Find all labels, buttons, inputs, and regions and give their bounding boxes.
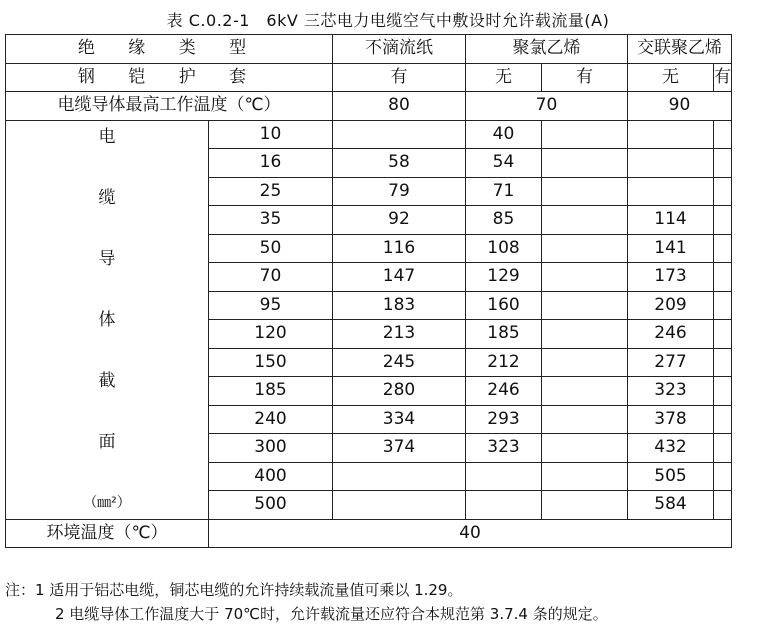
- cross-section-label: [6, 120, 209, 519]
- ampacity-pvc-yes: [542, 291, 628, 320]
- ampacity-paper: 245: [333, 348, 466, 377]
- ampacity-pvc-yes: [542, 206, 628, 235]
- cross-section-label-char: （㎜²）: [83, 494, 131, 511]
- cross-section-size: 10: [209, 120, 333, 149]
- cross-section-label-char: 体: [98, 309, 116, 330]
- armor-label: 钢 铠 护 套: [6, 63, 333, 92]
- ampacity-pvc-no: 71: [466, 177, 542, 206]
- ampacity-xlpe-yes: [714, 177, 732, 206]
- ampacity-xlpe-no: 277: [628, 348, 714, 377]
- max-temp-paper: 80: [333, 92, 466, 121]
- ampacity-paper: 147: [333, 263, 466, 292]
- max-temp-label: 电缆导体最高工作温度（℃）: [6, 92, 333, 121]
- insulation-paper: 不滴流纸: [333, 35, 466, 64]
- ampacity-pvc-yes: [542, 462, 628, 491]
- ampacity-xlpe-yes: [714, 291, 732, 320]
- ampacity-pvc-yes: [542, 320, 628, 349]
- cross-section-label-char: 面: [98, 431, 116, 452]
- ampacity-pvc-no: 293: [466, 405, 542, 434]
- cross-section-size: 185: [209, 377, 333, 406]
- cross-section-size: 95: [209, 291, 333, 320]
- ampacity-paper: 92: [333, 206, 466, 235]
- max-temp-xlpe: 90: [628, 92, 732, 121]
- armor-pvc-no: 无: [466, 63, 542, 92]
- ampacity-xlpe-yes: [714, 377, 732, 406]
- ampacity-table: [5, 34, 732, 548]
- ampacity-xlpe-no: 114: [628, 206, 714, 235]
- ampacity-pvc-no: 212: [466, 348, 542, 377]
- ampacity-xlpe-yes: [714, 149, 732, 178]
- ampacity-paper: 79: [333, 177, 466, 206]
- ampacity-xlpe-no: [628, 177, 714, 206]
- cross-section-label-char: 电: [98, 126, 116, 147]
- armor-xlpe-no: 无: [628, 63, 714, 92]
- ampacity-paper: 280: [333, 377, 466, 406]
- armor-paper: 有: [333, 63, 466, 92]
- ampacity-pvc-no: 160: [466, 291, 542, 320]
- ampacity-xlpe-yes: [714, 405, 732, 434]
- note-2: 2 电缆导体工作温度大于 70℃时，允许载流量还应符合本规范第 3.7.4 条的规定。: [55, 605, 608, 623]
- note-1: 注：1 适用于铝芯电缆，铜芯电缆的允许持续载流量值可乘以 1.29。: [5, 581, 463, 599]
- ampacity-pvc-yes: [542, 263, 628, 292]
- ampacity-pvc-yes: [542, 177, 628, 206]
- ampacity-xlpe-no: 432: [628, 434, 714, 463]
- table-row: [6, 120, 732, 149]
- ampacity-pvc-no: [466, 462, 542, 491]
- header-row-armor: [6, 63, 732, 92]
- insulation-pvc: 聚氯乙烯: [466, 35, 628, 64]
- cross-section-label-char: 导: [98, 248, 116, 269]
- ampacity-paper: [333, 462, 466, 491]
- ambient-row: [6, 519, 732, 548]
- ampacity-xlpe-no: 141: [628, 234, 714, 263]
- cross-section-label-char: 截: [98, 370, 116, 391]
- ampacity-xlpe-yes: [714, 434, 732, 463]
- ampacity-paper: 213: [333, 320, 466, 349]
- insulation-type-label: 绝 缘 类 型: [6, 35, 333, 64]
- ampacity-paper: 58: [333, 149, 466, 178]
- ampacity-xlpe-yes: [714, 462, 732, 491]
- cross-section-size: 120: [209, 320, 333, 349]
- ampacity-xlpe-yes: [714, 120, 732, 149]
- ampacity-paper: 334: [333, 405, 466, 434]
- ampacity-pvc-no: 323: [466, 434, 542, 463]
- max-temp-pvc: 70: [466, 92, 628, 121]
- ampacity-pvc-no: 129: [466, 263, 542, 292]
- notes: [5, 578, 608, 626]
- ampacity-xlpe-yes: [714, 234, 732, 263]
- insulation-xlpe: 交联聚乙烯: [628, 35, 732, 64]
- ampacity-pvc-no: 54: [466, 149, 542, 178]
- ampacity-xlpe-yes: [714, 263, 732, 292]
- ampacity-xlpe-yes: [714, 206, 732, 235]
- ampacity-xlpe-no: 323: [628, 377, 714, 406]
- cross-section-size: 240: [209, 405, 333, 434]
- ampacity-pvc-no: 246: [466, 377, 542, 406]
- ampacity-xlpe-yes: [714, 320, 732, 349]
- ampacity-paper: 374: [333, 434, 466, 463]
- ampacity-pvc-no: 85: [466, 206, 542, 235]
- ampacity-pvc-yes: [542, 491, 628, 520]
- cross-section-size: 16: [209, 149, 333, 178]
- ampacity-paper: [333, 491, 466, 520]
- ampacity-xlpe-no: 584: [628, 491, 714, 520]
- ampacity-paper: 116: [333, 234, 466, 263]
- ampacity-pvc-yes: [542, 405, 628, 434]
- ampacity-pvc-no: 185: [466, 320, 542, 349]
- ampacity-pvc-yes: [542, 377, 628, 406]
- ampacity-xlpe-no: 246: [628, 320, 714, 349]
- ampacity-pvc-yes: [542, 348, 628, 377]
- cross-section-size: 500: [209, 491, 333, 520]
- cross-section-label-char: 缆: [98, 187, 116, 208]
- ampacity-xlpe-yes: [714, 348, 732, 377]
- ampacity-xlpe-no: 209: [628, 291, 714, 320]
- cross-section-size: 150: [209, 348, 333, 377]
- ampacity-xlpe-yes: [714, 491, 732, 520]
- ambient-temp-value: 40: [209, 519, 732, 548]
- header-row-insulation: [6, 35, 732, 64]
- ampacity-pvc-no: [466, 491, 542, 520]
- cross-section-size: 400: [209, 462, 333, 491]
- ampacity-xlpe-no: 378: [628, 405, 714, 434]
- ampacity-pvc-no: 40: [466, 120, 542, 149]
- cross-section-size: 70: [209, 263, 333, 292]
- ampacity-pvc-yes: [542, 234, 628, 263]
- cross-section-size: 300: [209, 434, 333, 463]
- cross-section-size: 25: [209, 177, 333, 206]
- ampacity-xlpe-no: 173: [628, 263, 714, 292]
- ambient-temp-label: 环境温度（℃）: [6, 519, 209, 548]
- ampacity-pvc-yes: [542, 120, 628, 149]
- ampacity-xlpe-no: 505: [628, 462, 714, 491]
- ampacity-pvc-yes: [542, 149, 628, 178]
- cross-section-size: 50: [209, 234, 333, 263]
- ampacity-xlpe-no: [628, 149, 714, 178]
- armor-pvc-yes: 有: [542, 63, 628, 92]
- ampacity-xlpe-no: [628, 120, 714, 149]
- table-title: 表 C.0.2-1 6kV 三芯电力电缆空气中敷设时允许载流量(A): [166, 11, 610, 30]
- cross-section-size: 35: [209, 206, 333, 235]
- ampacity-paper: 183: [333, 291, 466, 320]
- ampacity-pvc-no: 108: [466, 234, 542, 263]
- header-row-temp: [6, 92, 732, 121]
- ampacity-pvc-yes: [542, 434, 628, 463]
- ampacity-paper: [333, 120, 466, 149]
- armor-xlpe-yes: 有: [714, 63, 732, 92]
